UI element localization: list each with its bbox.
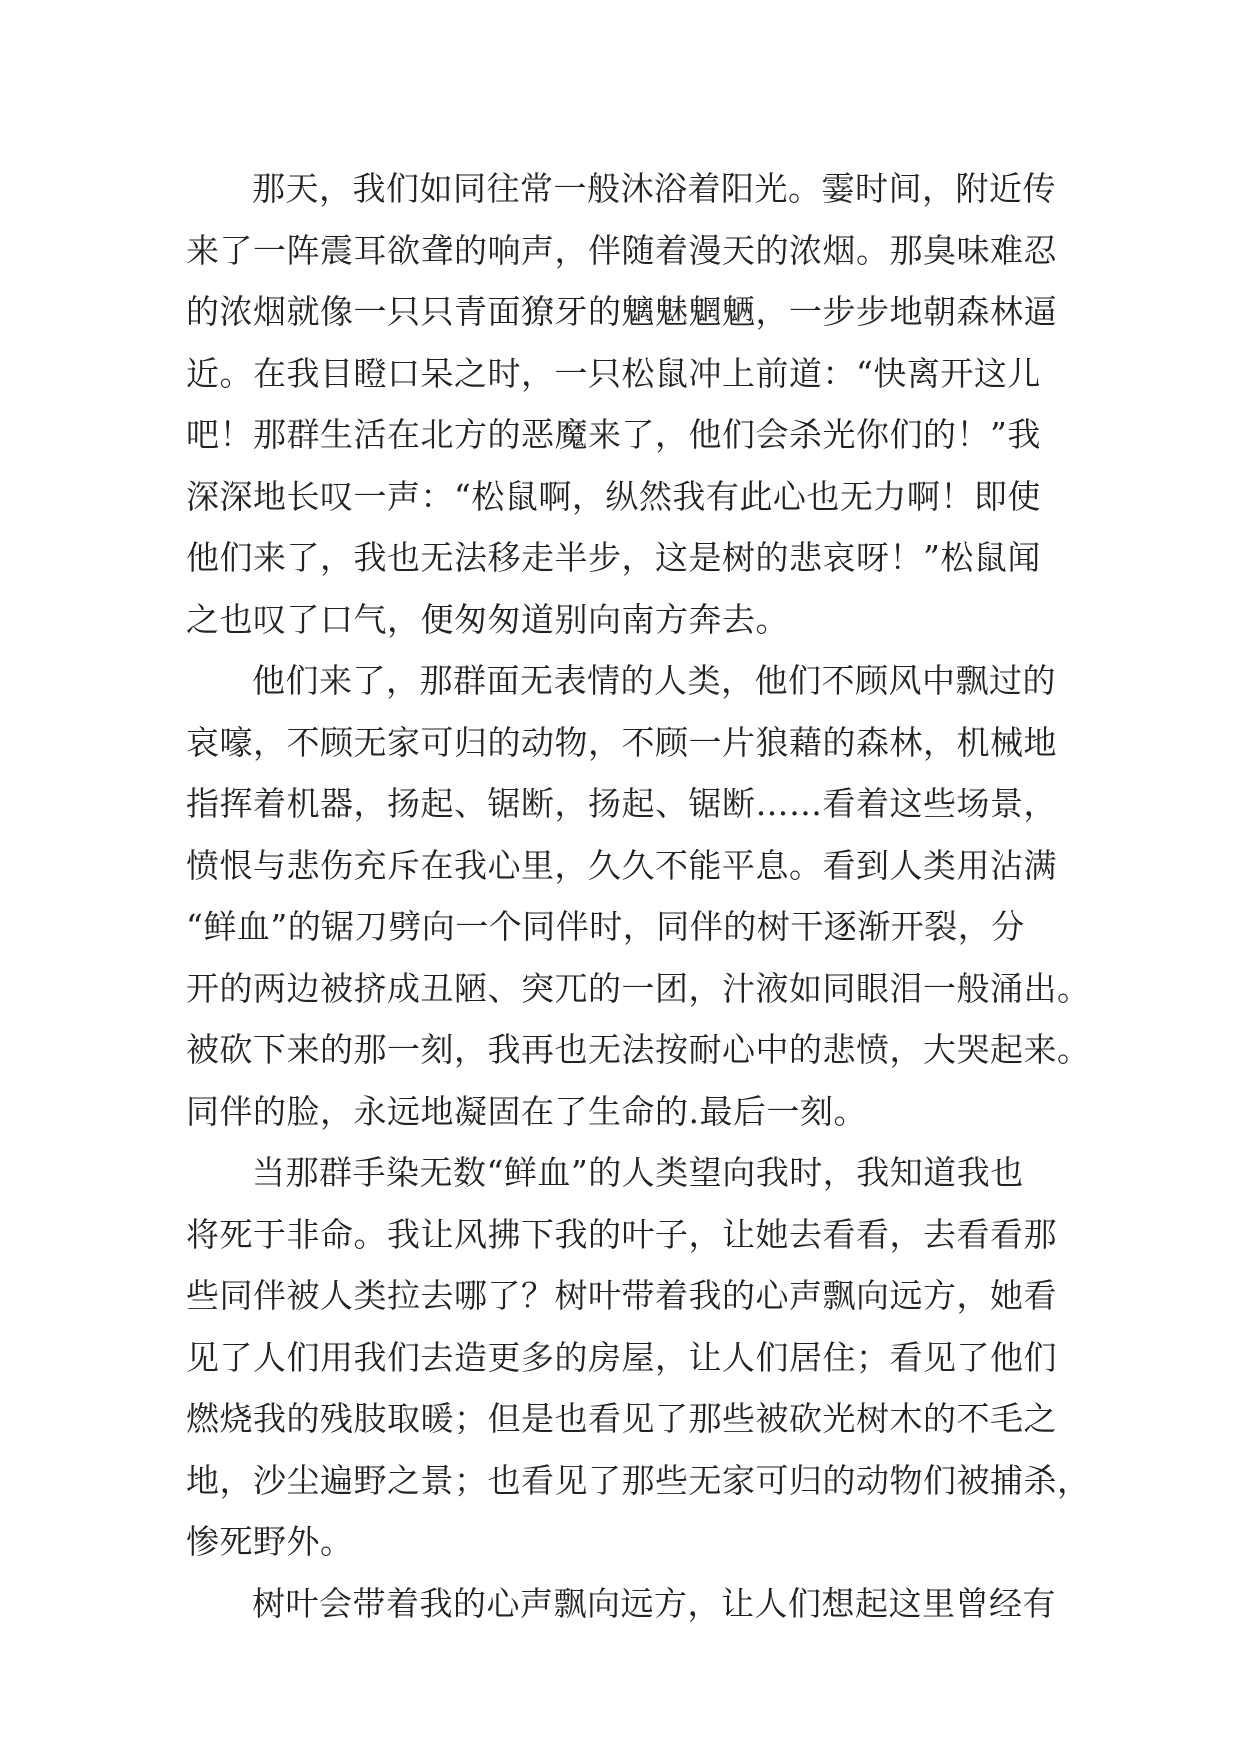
text-line: 些同伴被人类拉去哪了？树叶带着我的心声飘向远方，她看 bbox=[186, 1276, 1057, 1315]
text-line: 当那群手染无数“鲜血”的人类望向我时，我知道我也 bbox=[252, 1153, 1024, 1192]
text-line: 他们来了，我也无法移走半步，这是树的悲哀呀！”松鼠闻 bbox=[186, 538, 1041, 577]
text-line: 树叶会带着我的心声飘向远方，让人们想起这里曾经有 bbox=[252, 1583, 1056, 1623]
text-line: 的浓烟就像一只只青面獠牙的魑魅魍魉，一步步地朝森林逼 bbox=[186, 292, 1057, 331]
document-body bbox=[186, 158, 1091, 1634]
text-line: 指挥着机器，扬起、锯断，扬起、锯断……看着这些场景， bbox=[186, 784, 1057, 823]
text-line: 那天，我们如同往常一般沐浴着阳光。霎时间，附近传 bbox=[252, 169, 1056, 208]
text-line: 他们来了，那群面无表情的人类，他们不顾风中飘过的 bbox=[252, 661, 1056, 700]
text-line: 将死于非命。我让风拂下我的叶子，让她去看看，去看看那 bbox=[186, 1214, 1057, 1254]
text-line: 近。在我目瞪口呆之时，一只松鼠冲上前道：“快离开这儿 bbox=[186, 353, 1041, 393]
text-line: 开的两边被挤成丑陋、突兀的一团，汁液如同眼泪一般涌出。 bbox=[186, 968, 1091, 1008]
text-line: 吧！那群生活在北方的恶魔来了，他们会杀光你们的！”我 bbox=[186, 415, 1041, 454]
text-line: 地，沙尘遍野之景；也看见了那些无家可归的动物们被捕杀， bbox=[186, 1460, 1091, 1500]
text-line: 深深地长叹一声：“松鼠啊，纵然我有此心也无力啊！即使 bbox=[186, 476, 1041, 516]
text-line: 之也叹了口气，便匆匆道别向南方奔去。 bbox=[186, 599, 789, 639]
text-line: 被砍下来的那一刻，我再也无法按耐心中的悲愤，大哭起来。 bbox=[186, 1030, 1091, 1069]
text-line: “鲜血”的锯刀劈向一个同伴时，同伴的树干逐渐开裂，分 bbox=[186, 907, 1025, 946]
text-line: 来了一阵震耳欲聋的响声，伴随着漫天的浓烟。那臭味难忍 bbox=[186, 230, 1057, 270]
text-line: 同伴的脸，永远地凝固在了生命的.最后一刻。 bbox=[186, 1091, 867, 1131]
text-line: 燃烧我的残肢取暖；但是也看见了那些被砍光树木的不毛之 bbox=[186, 1399, 1057, 1438]
text-line: 惨死野外。 bbox=[186, 1522, 354, 1561]
text-line: 哀嚎，不顾无家可归的动物，不顾一片狼藉的森林，机械地 bbox=[186, 722, 1057, 762]
text-line: 愤恨与悲伤充斥在我心里，久久不能平息。看到人类用沾满 bbox=[186, 845, 1057, 885]
text-line: 见了人们用我们去造更多的房屋，让人们居住；看见了他们 bbox=[186, 1337, 1057, 1377]
